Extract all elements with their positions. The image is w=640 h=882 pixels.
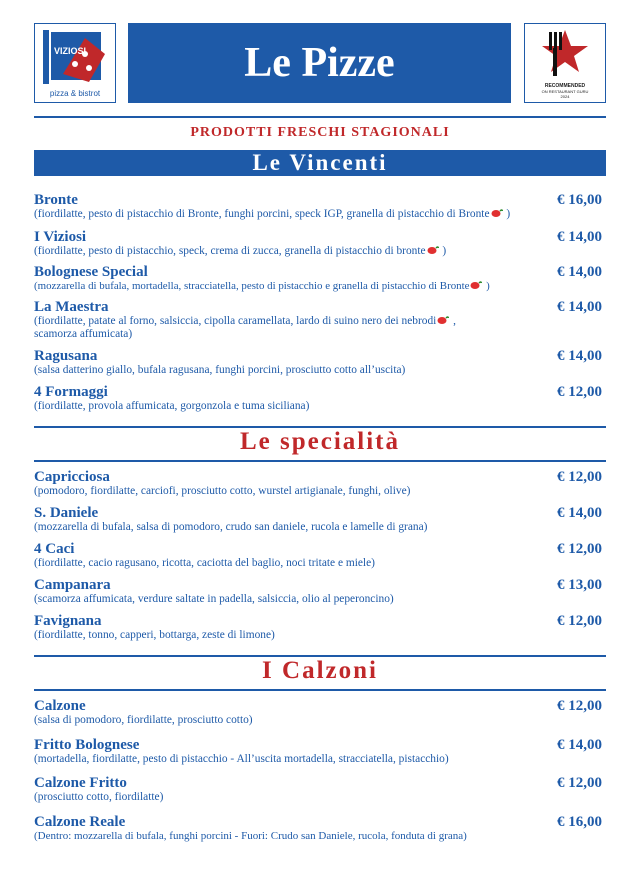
menu-item bbox=[34, 577, 606, 606]
chili-pepper-icon bbox=[437, 315, 449, 325]
item-description: (prosciutto cotto, fiordilatte) bbox=[34, 791, 164, 803]
award-badge bbox=[524, 23, 606, 103]
menu-item bbox=[34, 698, 606, 727]
item-description: (salsa datterino giallo, bufala ragusana, funghi porcini, prosciutto cotto all’uscita) bbox=[34, 364, 406, 376]
item-price: € 14,00 bbox=[557, 505, 602, 521]
item-description bbox=[34, 245, 606, 258]
item-price: € 12,00 bbox=[557, 541, 602, 557]
desc-text: (mozzarella di bufala, mortadella, stracciatella, pesto di pistacchio e granella di pistacchio di Bronte bbox=[34, 280, 470, 292]
item-name: Capricciosa bbox=[34, 469, 110, 485]
item-price: € 14,00 bbox=[557, 737, 602, 753]
menu-item bbox=[34, 505, 606, 534]
menu-item bbox=[34, 541, 606, 570]
chili-pepper-icon bbox=[491, 208, 503, 218]
item-name: Bronte bbox=[34, 192, 78, 208]
desc-end: ) bbox=[503, 208, 511, 220]
item-name: Fritto Bolognese bbox=[34, 737, 140, 753]
item-description: (mortadella, fiordilatte, pesto di pistacchio - All’uscita mortadella, stracciatella, pistacchio) bbox=[34, 753, 449, 765]
item-description: (scamorza affumicata, verdure saltate in padella, salsiccia, olio al peperoncino) bbox=[34, 593, 394, 605]
star-fork-icon bbox=[525, 24, 605, 84]
item-description: (salsa di pomodoro, fiordilatte, prosciutto cotto) bbox=[34, 714, 253, 726]
subtitle: PRODOTTI FRESCHI STAGIONALI bbox=[190, 125, 450, 140]
menu-item bbox=[34, 613, 606, 642]
item-description: (fiordilatte, tonno, capperi, bottarga, zeste di limone) bbox=[34, 629, 275, 641]
item-name: La Maestra bbox=[34, 299, 109, 315]
item-name: Ragusana bbox=[34, 348, 98, 364]
award-year: 2024 bbox=[560, 94, 570, 99]
item-price: € 16,00 bbox=[557, 192, 602, 208]
item-name: 4 Caci bbox=[34, 541, 75, 557]
divider bbox=[34, 116, 606, 118]
item-description bbox=[34, 208, 606, 221]
restaurant-logo bbox=[34, 23, 116, 103]
item-description: (pomodoro, fiordilatte, carciofi, prosciutto cotto, wurstel artigianale, funghi, olive) bbox=[34, 485, 411, 497]
chili-pepper-icon bbox=[470, 280, 482, 290]
item-price: € 12,00 bbox=[557, 384, 602, 400]
item-price: € 14,00 bbox=[557, 264, 602, 280]
logo-text: VIZIOSI bbox=[54, 46, 87, 56]
chili-pepper-icon bbox=[427, 245, 439, 255]
item-description bbox=[34, 280, 606, 293]
item-price: € 12,00 bbox=[557, 469, 602, 485]
section-title-specialita: Le specialità bbox=[239, 428, 400, 455]
item-name: Calzone Reale bbox=[34, 814, 126, 830]
menu-item bbox=[34, 299, 606, 341]
item-price: € 16,00 bbox=[557, 814, 602, 830]
item-name: 4 Formaggi bbox=[34, 384, 108, 400]
item-name: Calzone bbox=[34, 698, 86, 714]
logo-caption: pizza & bistrot bbox=[49, 89, 101, 98]
item-description bbox=[34, 315, 606, 328]
desc-text: (fiordilatte, pesto di pistacchio, speck, crema di zucca, granella di pistacchio di bronte bbox=[34, 245, 426, 257]
item-name: S. Daniele bbox=[34, 505, 99, 521]
divider bbox=[34, 460, 606, 462]
award-line2: ON RESTAURANT GURU bbox=[541, 89, 589, 94]
item-description-line2: scamorza affumicata) bbox=[34, 328, 133, 340]
item-name: I Viziosi bbox=[34, 229, 87, 245]
item-price: € 12,00 bbox=[557, 698, 602, 714]
menu-item bbox=[34, 348, 606, 377]
desc-text: (fiordilatte, patate al forno, salsiccia, cipolla caramellata, lardo di suino nero dei nebrodi bbox=[34, 315, 437, 327]
section-title-calzoni: I Calzoni bbox=[262, 657, 378, 684]
item-description: (fiordilatte, cacio ragusano, ricotta, caciotta del baglio, noci tritate e miele) bbox=[34, 557, 375, 569]
divider bbox=[34, 689, 606, 691]
item-price: € 14,00 bbox=[557, 299, 602, 315]
item-description: (Dentro: mozzarella di bufala, funghi porcini - Fuori: Crudo san Daniele, rucola, fonduta di grana) bbox=[34, 830, 467, 842]
menu-item bbox=[34, 469, 606, 498]
menu-item bbox=[34, 229, 606, 258]
award-line1: RECOMMENDED bbox=[544, 83, 586, 89]
desc-text: (fiordilatte, pesto di pistacchio di Bronte, funghi porcini, speck IGP, granella di pistacchio di Bronte bbox=[34, 208, 490, 220]
desc-end: ) bbox=[483, 280, 490, 292]
page-title: Le Pizze bbox=[128, 23, 511, 103]
menu-item bbox=[34, 192, 606, 221]
item-price: € 12,00 bbox=[557, 775, 602, 791]
menu-item bbox=[34, 384, 606, 413]
item-price: € 12,00 bbox=[557, 613, 602, 629]
menu-item bbox=[34, 737, 606, 766]
item-description: (fiordilatte, provola affumicata, gorgonzola e tuma siciliana) bbox=[34, 400, 310, 412]
item-name: Favignana bbox=[34, 613, 102, 629]
desc-end: , bbox=[450, 315, 457, 327]
menu-item bbox=[34, 775, 606, 804]
item-price: € 13,00 bbox=[557, 577, 602, 593]
item-price: € 14,00 bbox=[557, 229, 602, 245]
item-description: (mozzarella di bufala, salsa di pomodoro, crudo san daniele, rucola e lamelle di grana) bbox=[34, 521, 428, 533]
desc-end: ) bbox=[439, 245, 447, 257]
section-title-vincenti: Le Vincenti bbox=[34, 150, 606, 176]
item-name: Campanara bbox=[34, 577, 111, 593]
menu-item bbox=[34, 814, 606, 843]
menu-item bbox=[34, 264, 606, 293]
item-name: Bolognese Special bbox=[34, 264, 148, 280]
item-name: Calzone Fritto bbox=[34, 775, 127, 791]
logo-emblem bbox=[35, 24, 115, 90]
item-price: € 14,00 bbox=[557, 348, 602, 364]
